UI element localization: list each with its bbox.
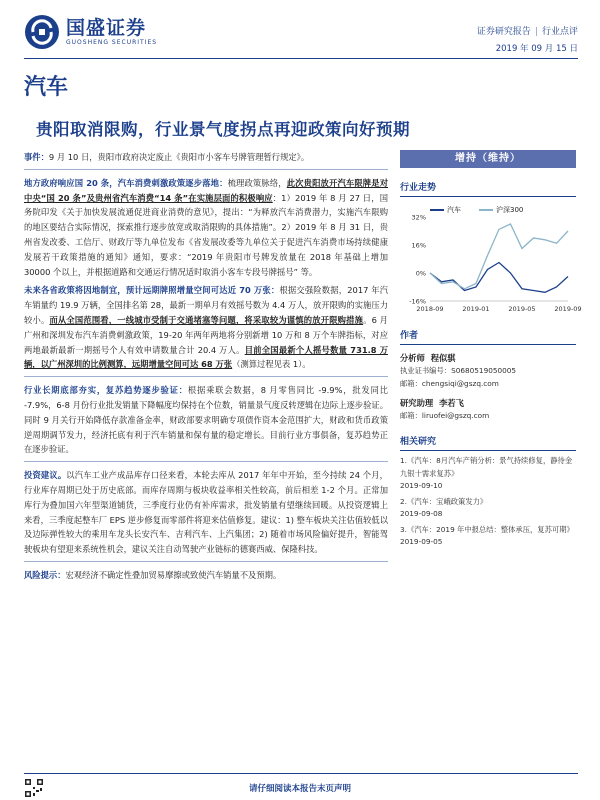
- section-divider: [24, 169, 388, 170]
- outlook-heading: 未来各省政策将因地制宜，预计远期牌照增量空间可达近 70 万张：: [24, 285, 280, 296]
- sidebar: [400, 150, 582, 552]
- header-divider: [24, 58, 578, 59]
- series-line-hs300: [430, 224, 568, 289]
- related-report-item[interactable]: 3.《汽车：2019 年中报总结：整体承压，复苏可期》 2019-09-05: [400, 524, 574, 546]
- trend-chart-svg: [400, 201, 582, 316]
- footer-disclaimer: 请仔细阅读本报告末页声明: [248, 784, 351, 794]
- analyst-block-1: [400, 352, 576, 390]
- recovery-text: 根据乘联会数据，8 月零售同比 -9.9%，批发同比 -7.9%，6-8 月份行业批发销量下降幅度均保持在个位数，销量景气度反转逻辑在边际上逐步验证。同时 9 月关行开始降低存款准备金率，财政部要求明确专项债作资本金范围扩大，财政和货币政策逆周期调节发力，经济托底有利于汽车销量和保有量的稳定增长。目前行业方事俱备，复苏趋势正在逐步验证。: [24, 385, 388, 455]
- company-logo: [24, 14, 157, 50]
- footer-divider: [24, 773, 578, 774]
- event-text: 9 月 10 日，贵阳市政府决定废止《贵阳市小客车号牌管理暂行规定》。: [48, 152, 310, 162]
- legend-label-hs300: 沪深300: [496, 206, 524, 214]
- analyst-block-2: [400, 397, 576, 422]
- report-subtype-label: 行业点评: [541, 27, 578, 37]
- x-tick-label: 2019-01: [462, 305, 490, 313]
- x-tick-label: 2019-05: [508, 305, 536, 313]
- industry-title: 汽车: [24, 75, 69, 100]
- policy-heading: 地方政府响应国 20 条，汽车消费刺激政策逐步落地：: [24, 177, 228, 188]
- outlook-text-a: 根据交强险数据，2017 年汽车销量约 19.9 万辆，全国排名第 28，最新一期单月有效摇号数为 4.4 万人，放开限购的实施压力较小。: [24, 285, 388, 325]
- report-type-label: 证券研究报告: [476, 27, 531, 37]
- policy-paragraph: [24, 176, 388, 280]
- y-tick-label: 0%: [415, 269, 426, 278]
- report-body: [24, 150, 388, 587]
- page-header: [0, 0, 600, 62]
- event-paragraph: [24, 150, 388, 165]
- related-report-item[interactable]: 2.《汽车：宝峨政策发力》 2019-09-08: [400, 496, 488, 518]
- analyst-name: 研究助理 李若飞: [400, 398, 464, 408]
- outlook-paragraph: [24, 283, 388, 372]
- outlook-text-emph1: 而从全国范围看，一线城市受制于交通堵塞等问题，将采取较为谨慎的放开限购措施: [49, 314, 364, 325]
- analyst-cert: 执业证书编号：S0680519050005: [400, 366, 517, 375]
- advice-paragraph: [24, 468, 388, 557]
- logo-cn: 国盛证券: [66, 17, 147, 39]
- related-report-item[interactable]: 1.《汽车：8月汽车产销分析：景气持续修复，静待金九银十需求复苏》 2019-09-10: [400, 456, 573, 490]
- y-tick-label: 32%: [411, 213, 426, 222]
- policy-text-emph: 此次贵阳放开汽车限牌是对中央“国 20 条”及贵州省汽车消费“14 条”在实施层面的积极响应: [24, 177, 388, 203]
- x-tick-label: 2019-09: [554, 305, 582, 313]
- analyst-name: 分析师 程似骐: [400, 353, 456, 363]
- risk-heading: 风险提示：: [24, 569, 66, 580]
- related-reports: [400, 455, 576, 549]
- section-divider: [24, 561, 388, 562]
- legend-item-auto: [430, 205, 461, 215]
- advice-heading: 投资建议。: [24, 470, 67, 481]
- section-divider: [24, 376, 388, 377]
- page-title: 贵阳取消限购，行业景气度拐点再迎政策向好预期: [36, 120, 410, 139]
- chart-legend: [430, 205, 523, 215]
- y-tick-label: -16%: [409, 297, 426, 306]
- event-label: 事件：: [24, 152, 49, 162]
- report-date: 2019 年 09 月 15 日: [495, 44, 578, 54]
- section-divider: [24, 461, 388, 462]
- rating-badge: 增持（维持）: [400, 150, 576, 168]
- analyst-title: 作者: [400, 328, 576, 345]
- series-line-auto: [430, 263, 568, 293]
- outlook-text-b: 。6 月广州和深圳发布汽车消费刺激政策，19-20 年两年两地将分别新增 10 万和 8 万个车牌指标，对应两地最新最新一期摇号个人有效申请数量合计 20.4 万人。: [24, 314, 388, 355]
- risk-text: 宏观经济不确定性叠加贸易摩擦或致使汽车销量不及预期。: [65, 569, 282, 580]
- related-title: 相关研究: [400, 434, 576, 451]
- logo-icon: [24, 14, 60, 50]
- trend-chart: [400, 201, 582, 316]
- logo-en: GUOSHENG SECURITIES: [66, 39, 158, 46]
- outlook-text-emph2: 目前全国最新个人摇号数量 731.8 万辆，以广州深圳的比例测算，远期增量空间可达 68 万张: [24, 344, 388, 370]
- x-tick-label: 2018-09: [416, 305, 444, 313]
- risk-paragraph: [24, 568, 388, 583]
- legend-item-hs300: [479, 205, 523, 215]
- trend-title: 行业走势: [400, 180, 576, 197]
- recovery-heading: 行业长期底部夯实，复苏趋势逐步验证：: [24, 385, 188, 396]
- policy-text-b: ：1）2019 年 8 月 27 日，国务院印发《关于加快发展流通促进商业消费的意见》，提出：“为释放汽车消费潜力，实施汽车限购的地区要结合实际情况，探索推行逐步放宽或取消限购的具体措施”。2）2019 年 8 月 31 日，贵州省发改委、工信厅、财政厅等九单位发布《省发展改委等九单位关于促进汽车消费市场持续健康发展若干政策措施的通知》通知，要求：“2019 年贵阳市号牌发放量在 2018 年基础上增加 30000 个以上，并根据道路和交通运行情况适时取消小客车专段号牌摇号” 等。: [24, 192, 388, 277]
- outlook-text-c: （测算过程见表 1）。: [232, 359, 311, 370]
- policy-text-a: 梳理政策脉络，: [227, 177, 287, 188]
- advice-text: 以汽车工业产成品库存口径来看，本轮去库从 2017 年年中开始，至今持续 24 个月，行业库存周期已处于历史底部。而库存周期与板块收益率相关性较高，前后相差 1-2 个月。正常加库行为叠加国六年型渠道铺货，三季度行业仍有补库需求，批发销量有望继续回暖。从投资逻辑上来看，三季度起整车厂 EPS 逆步修复而零部件将迎来估值修复。建议：1) 整车板块关注估值较低以及边际弹性较大的乘用车龙头长安汽车、吉利汽车、上汽集团；2) 随着市场风险偏好提升，智能驾驶板块有望迎来系统性机会，建议关注自动驾驶产业链标的德赛西威、保隆科技。: [24, 470, 388, 555]
- recovery-paragraph: [24, 383, 388, 457]
- report-type: 证券研究报告 | 行业点评: [476, 27, 578, 37]
- analyst-email[interactable]: 邮箱：chengsiqi@gszq.com: [400, 379, 499, 388]
- y-tick-label: 16%: [411, 241, 426, 250]
- analyst-email[interactable]: 邮箱：liruofei@gszq.com: [400, 411, 490, 420]
- legend-label-auto: 汽车: [447, 206, 461, 214]
